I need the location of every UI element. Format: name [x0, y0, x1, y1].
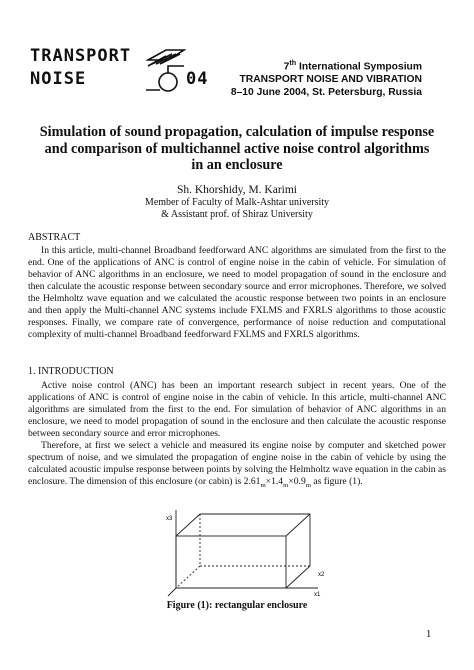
logo-word-transport: TRANSPORT: [30, 46, 132, 66]
axis-label-x2: x2: [318, 572, 325, 578]
enclosure-depth-edges: [176, 514, 310, 588]
abstract-heading: ABSTRACT: [28, 232, 81, 243]
authors: Sh. Khorshidy, M. Karimi: [176, 184, 297, 196]
enclosure-hidden-edges: [176, 514, 310, 588]
logo-graphic-icon: [146, 46, 186, 96]
page-number: 1: [426, 629, 432, 640]
intro-paragraph-1: Active noise control (ANC) has been an important research subject in recent years. One of the applications of ANC is control of engine noise in the cabin of vehicle. In this article, multi-channel ANC algorithms are simulated from the first to the end. For simulation of behavior of ANC algorithms in an enclosure, we need to model propagation of sound in the enclosure and then calculate the acoustic response between secondary source and error microphones.: [28, 380, 446, 439]
axis-label-x3: x3: [166, 516, 173, 522]
symposium-name: TRANSPORT NOISE AND VIBRATION: [239, 74, 422, 86]
symposium-header: 7th International Symposium TRANSPORT NOISE AND VIBRATION 8–10 June 2004, St. Petersburg, Russia: [230, 58, 422, 99]
abstract-body: In this article, multi-channel Broadband feedforward ANC algorithms are simulated from the first to the end. One of the applications of ANC is control of engine noise in the cabin of vehicle. For simulation of behavior of ANC algorithms in an enclosure, we need to model propagation of sound in the enclosure and then calculate the acoustic response between secondary source and error microphones. Therefore, we solved the Helmholtz wave equation and we calculated the acoustic response between two points in an enclosure and then apply the Multi-channel ANC systems include FXLMS and FXRLS algorithms to those acoustic responses. Finally, we compare rate of convergence, performance of noise reduction and computational complexity of multi-channel Broadband feedforward FXLMS and FXRLS algorithms.: [28, 245, 446, 340]
enclosure-back-edges: [200, 514, 310, 566]
figure-caption: Figure (1): rectangular enclosure: [166, 600, 308, 611]
paper-title: Simulation of sound propagation, calculation of impulse response and comparison of multichannel active noise control algorithms in an enclosure: [39, 124, 435, 173]
axis-label-x1: x1: [314, 592, 321, 598]
logo-word-noise: NOISE: [30, 69, 87, 89]
symposium-date: 8–10 June 2004, St. Petersburg, Russia: [230, 87, 422, 99]
intro-heading: 1. INTRODUCTION: [28, 366, 114, 377]
affiliation: Member of Faculty of Malk-Ashtar university & Assistant prof. of Shiraz University: [144, 197, 330, 220]
enclosure-front-face: [176, 536, 286, 588]
axis-depth: [168, 588, 176, 596]
logo-year: 04: [186, 69, 209, 89]
intro-body: [28, 380, 446, 492]
intro-paragraph-2: Therefore, at first we select a vehicle and measured its engine noise by computer and sketched power spectrum of noise, and we simulated the propagation of engine noise in the cabin of vehicle by using the calculated acoustic impulse response between points by solving the Helmholtz wave equation in the cabin as enclosure. The dimension of this enclosure (or cabin) is $2.61_m\times 1.4_m\times 0.9_m$ as figure (1).: [28, 440, 446, 489]
symposium-logo: [28, 44, 218, 98]
enclosure-figure: [158, 506, 328, 598]
